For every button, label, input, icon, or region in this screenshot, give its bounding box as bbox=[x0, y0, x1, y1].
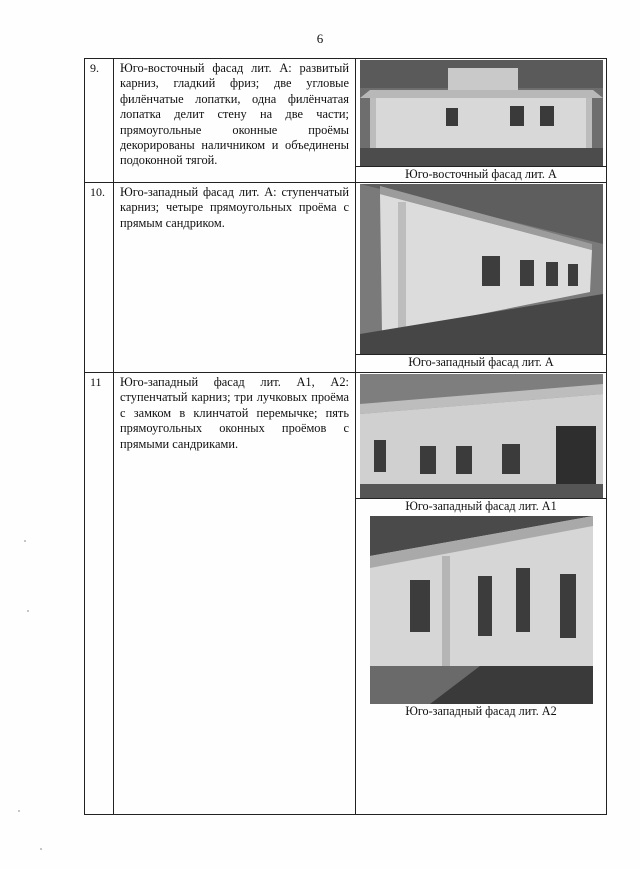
row-number: 9. bbox=[85, 59, 114, 183]
table-row bbox=[85, 373, 607, 815]
page-number: 6 bbox=[316, 31, 324, 46]
building-facade-photo bbox=[360, 374, 603, 498]
table-row bbox=[85, 59, 607, 183]
scan-speck bbox=[18, 810, 20, 812]
row-description: Юго-западный фасад лит. А1, А2: ступенчатый карниз; три лучковых проёма с замком в клинчатой перемычке; пять прямоугольных оконных проёмов с прямыми сандриками. bbox=[114, 373, 356, 815]
building-facade-photo bbox=[370, 516, 593, 704]
table-row bbox=[85, 183, 607, 373]
building-facade-photo bbox=[360, 184, 603, 354]
building-facade-photo bbox=[360, 60, 603, 166]
row-description: Юго-восточный фасад лит. А: развитый карниз, гладкий фриз; две угловые филёнчатые лопатки, одна филёнчатая лопатка делит стену на две части; прямоугольные оконные проёмы декорированы наличником и объединены подоконной тягой. bbox=[114, 59, 356, 183]
photo-caption: Юго-западный фасад лит. А2 bbox=[405, 704, 557, 718]
row-photos bbox=[356, 373, 607, 815]
row-photos bbox=[356, 183, 607, 373]
photo-caption: Юго-западный фасад лит. А1 bbox=[356, 498, 606, 514]
row-description: Юго-западный фасад лит. А: ступенчатый карниз; четыре прямоугольных проёма с прямым сандриком. bbox=[114, 183, 356, 373]
facade-description-table bbox=[84, 58, 607, 815]
row-number: 11 bbox=[85, 373, 114, 815]
row-number: 10. bbox=[85, 183, 114, 373]
scan-speck bbox=[40, 848, 42, 850]
scan-speck bbox=[24, 540, 26, 542]
scan-speck bbox=[27, 610, 29, 612]
photo-caption: Юго-восточный фасад лит. А bbox=[356, 166, 606, 182]
row-photos bbox=[356, 59, 607, 183]
photo-caption: Юго-западный фасад лит. А bbox=[356, 354, 606, 370]
